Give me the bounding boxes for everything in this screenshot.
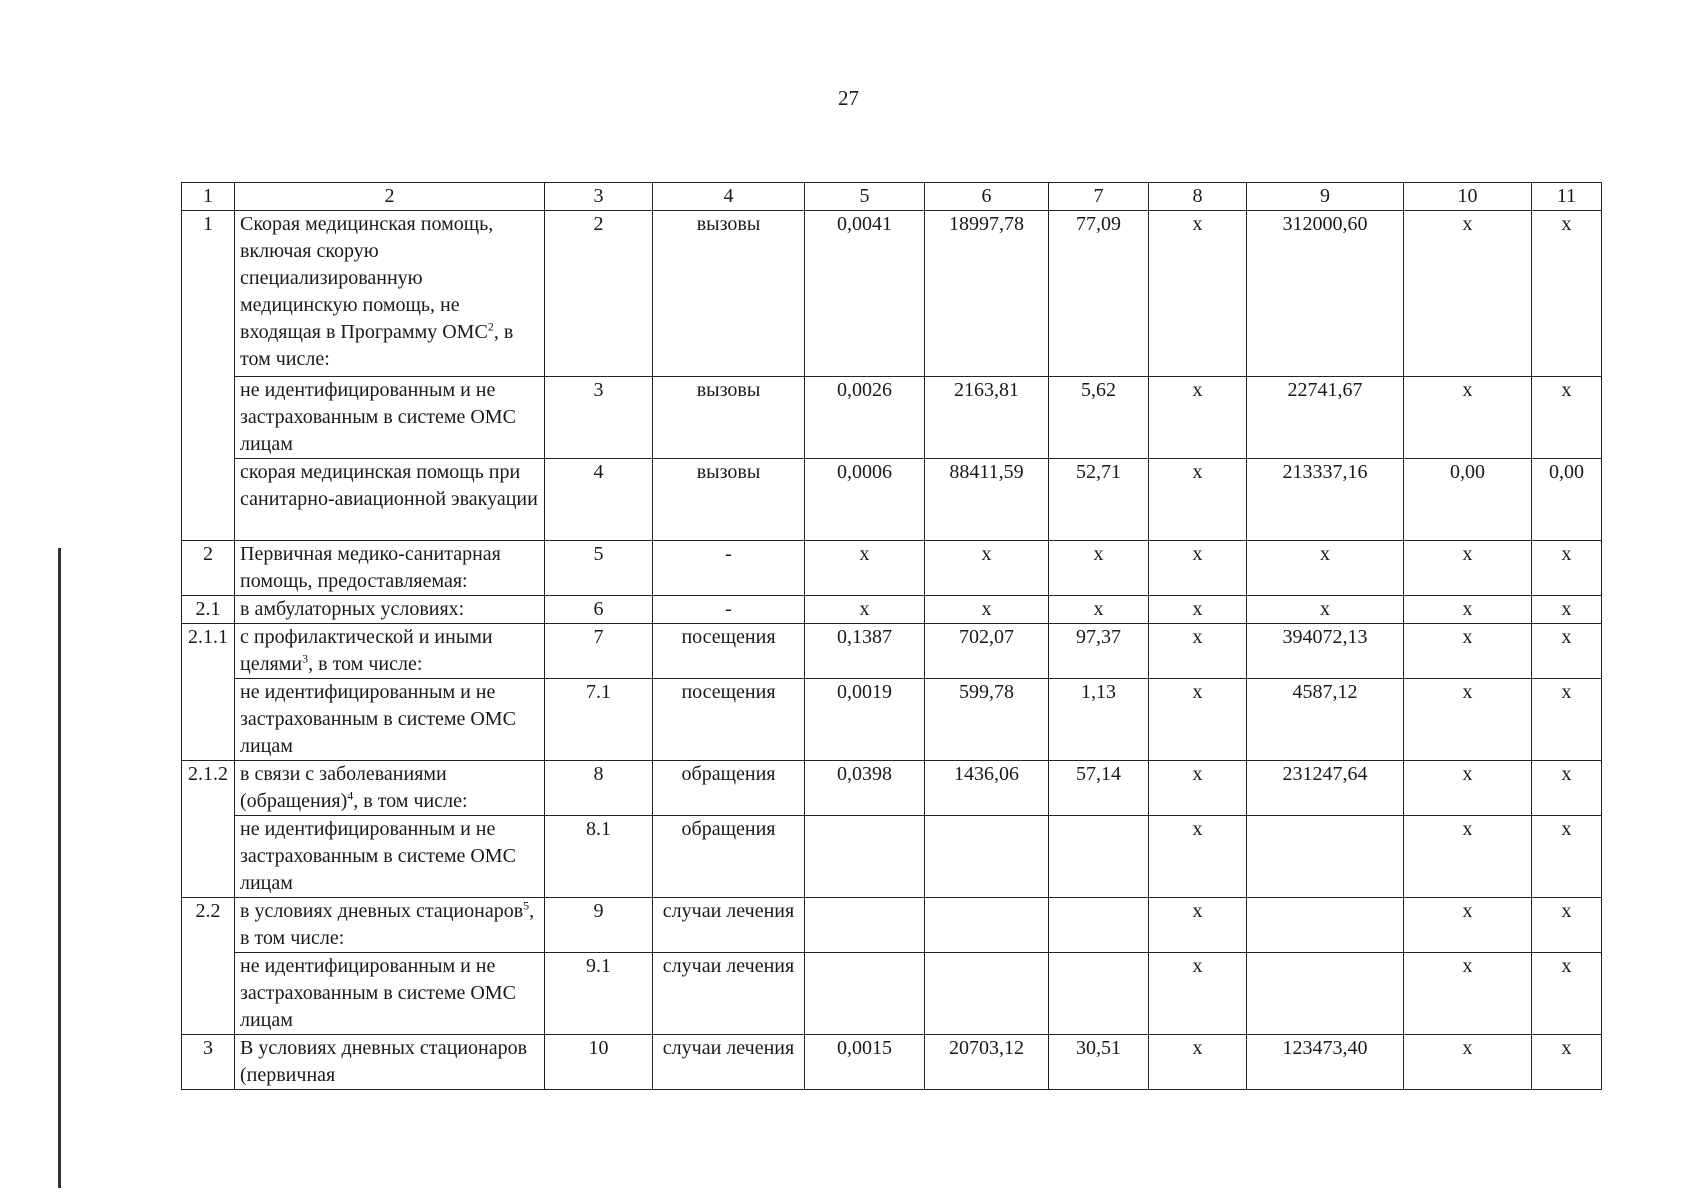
value-cell-c9 [1247, 953, 1404, 1035]
unit-cell: посещения [653, 624, 805, 679]
table-row [182, 624, 1602, 679]
value-cell-c7: х [1049, 596, 1149, 624]
value-cell-c10: х [1404, 898, 1532, 953]
table-row [182, 377, 1602, 459]
unit-cell: вызовы [653, 459, 805, 541]
value-cell-c7: 52,71 [1049, 459, 1149, 541]
value-cell-c7: 1,13 [1049, 679, 1149, 761]
line-number-cell: 3 [545, 377, 653, 459]
indicator-name: Скорая медицинская помощь, включая скорую специализированную медицинскую помощь, не входящая в Программу ОМС [240, 213, 494, 343]
value-cell-c11: х [1532, 377, 1602, 459]
header-cell: 11 [1532, 183, 1602, 211]
value-cell-c10: х [1404, 1035, 1532, 1090]
value-cell-c6 [925, 953, 1049, 1035]
value-cell-c11: х [1532, 953, 1602, 1035]
value-cell-c7 [1049, 816, 1149, 898]
row-number-cell: 3 [182, 1035, 235, 1090]
value-cell-c6: 702,07 [925, 624, 1049, 679]
header-cell: 10 [1404, 183, 1532, 211]
value-cell-c7: 97,37 [1049, 624, 1149, 679]
line-number-cell: 8.1 [545, 816, 653, 898]
value-cell-c6: 1436,06 [925, 761, 1049, 816]
header-cell: 7 [1049, 183, 1149, 211]
value-cell-c9: 123473,40 [1247, 1035, 1404, 1090]
value-cell-c10: х [1404, 377, 1532, 459]
indicator-name: в условиях дневных стационаров [240, 900, 524, 922]
value-cell-c5: х [805, 596, 925, 624]
indicator-name: с профилактической и иными целями [240, 626, 493, 675]
line-number-cell: 8 [545, 761, 653, 816]
value-cell-c10: х [1404, 761, 1532, 816]
unit-cell: случаи лечения [653, 898, 805, 953]
footnote-mark: 3 [302, 651, 309, 666]
line-number-cell: 10 [545, 1035, 653, 1090]
value-cell-c7: 30,51 [1049, 1035, 1149, 1090]
unit-cell: вызовы [653, 377, 805, 459]
footnote-mark: 2 [487, 319, 494, 334]
unit-cell: - [653, 596, 805, 624]
header-cell: 3 [545, 183, 653, 211]
value-cell-c11: х [1532, 898, 1602, 953]
value-cell-c8: х [1149, 679, 1247, 761]
scan-edge-line [58, 548, 61, 1188]
header-cell: 8 [1149, 183, 1247, 211]
unit-cell: случаи лечения [653, 1035, 805, 1090]
value-cell-c6: 18997,78 [925, 211, 1049, 377]
indicator-name-cell [235, 541, 545, 596]
value-cell-c8: х [1149, 953, 1247, 1035]
table-row [182, 1035, 1602, 1090]
value-cell-c8: х [1149, 459, 1247, 541]
indicator-name: не идентифицированным и не застрахованным в системе ОМС лицам [240, 818, 516, 894]
value-cell-c7 [1049, 898, 1149, 953]
indicator-name-cell [235, 953, 545, 1035]
value-cell-c10: х [1404, 624, 1532, 679]
indicator-name: Первичная медико-санитарная помощь, предоставляемая: [240, 543, 501, 592]
value-cell-c5: 0,0041 [805, 211, 925, 377]
indicator-name-cell [235, 898, 545, 953]
line-number-cell: 4 [545, 459, 653, 541]
value-cell-c10: х [1404, 596, 1532, 624]
line-number-cell: 7.1 [545, 679, 653, 761]
value-cell-c6: 599,78 [925, 679, 1049, 761]
line-number-cell: 2 [545, 211, 653, 377]
indicator-name: не идентифицированным и не застрахованным в системе ОМС лицам [240, 681, 516, 757]
value-cell-c5: х [805, 541, 925, 596]
value-cell-c6: 88411,59 [925, 459, 1049, 541]
table-row [182, 459, 1602, 541]
value-cell-c11: х [1532, 596, 1602, 624]
value-cell-c8: х [1149, 541, 1247, 596]
line-number-cell: 5 [545, 541, 653, 596]
value-cell-c5: 0,0015 [805, 1035, 925, 1090]
value-cell-c8: х [1149, 761, 1247, 816]
value-cell-c11: х [1532, 679, 1602, 761]
line-number-cell: 7 [545, 624, 653, 679]
value-cell-c11: х [1532, 816, 1602, 898]
value-cell-c11: х [1532, 761, 1602, 816]
indicator-name-cell [235, 1035, 545, 1090]
value-cell-c8: х [1149, 898, 1247, 953]
row-number-cell: 2.1.2 [182, 761, 235, 898]
row-number-cell: 1 [182, 211, 235, 541]
unit-cell: обращения [653, 761, 805, 816]
value-cell-c6: х [925, 541, 1049, 596]
value-cell-c8: х [1149, 211, 1247, 377]
indicator-name-cell [235, 596, 545, 624]
value-cell-c8: х [1149, 624, 1247, 679]
value-cell-c10: х [1404, 953, 1532, 1035]
indicator-name: не идентифицированным и не застрахованным в системе ОМС лицам [240, 955, 516, 1031]
indicator-name: скорая медицинская помощь при санитарно-авиационной эвакуации [240, 461, 538, 510]
value-cell-c9: 312000,60 [1247, 211, 1404, 377]
indicator-name-tail: , в том числе: [308, 653, 423, 675]
value-cell-c8: х [1149, 1035, 1247, 1090]
indicator-name: не идентифицированным и не застрахованным в системе ОМС лицам [240, 379, 516, 455]
value-cell-c10: х [1404, 679, 1532, 761]
value-cell-c10: 0,00 [1404, 459, 1532, 541]
value-cell-c7: 77,09 [1049, 211, 1149, 377]
line-number-cell: 6 [545, 596, 653, 624]
indicator-name-cell [235, 624, 545, 679]
indicator-name: в амбулаторных условиях: [240, 598, 465, 620]
value-cell-c9: 22741,67 [1247, 377, 1404, 459]
table-row [182, 761, 1602, 816]
row-number-cell: 2.1 [182, 596, 235, 624]
value-cell-c11: х [1532, 624, 1602, 679]
indicator-name: в связи с заболеваниями (обращения) [240, 763, 447, 812]
value-cell-c5: 0,0019 [805, 679, 925, 761]
row-number-cell: 2.1.1 [182, 624, 235, 761]
value-cell-c8: х [1149, 377, 1247, 459]
value-cell-c11: х [1532, 1035, 1602, 1090]
value-cell-c6 [925, 898, 1049, 953]
value-cell-c7: х [1049, 541, 1149, 596]
value-cell-c5: 0,0006 [805, 459, 925, 541]
value-cell-c8: х [1149, 816, 1247, 898]
value-cell-c8: х [1149, 596, 1247, 624]
value-cell-c5 [805, 898, 925, 953]
unit-cell: посещения [653, 679, 805, 761]
header-cell: 4 [653, 183, 805, 211]
table-row [182, 211, 1602, 377]
row-number-cell: 2 [182, 541, 235, 596]
value-cell-c5: 0,1387 [805, 624, 925, 679]
value-cell-c10: х [1404, 211, 1532, 377]
value-cell-c7: 57,14 [1049, 761, 1149, 816]
value-cell-c11: 0,00 [1532, 459, 1602, 541]
value-cell-c9 [1247, 816, 1404, 898]
value-cell-c5: 0,0398 [805, 761, 925, 816]
value-cell-c5 [805, 953, 925, 1035]
data-table [181, 182, 1602, 1090]
indicator-name-cell [235, 679, 545, 761]
table-row [182, 541, 1602, 596]
value-cell-c9: х [1247, 596, 1404, 624]
unit-cell: - [653, 541, 805, 596]
table-row [182, 898, 1602, 953]
header-cell: 1 [182, 183, 235, 211]
indicator-name-cell [235, 761, 545, 816]
indicator-name-cell [235, 377, 545, 459]
header-cell: 2 [235, 183, 545, 211]
table-row [182, 953, 1602, 1035]
indicator-name-cell [235, 459, 545, 541]
indicator-name: В условиях дневных стационаров (первичная [240, 1037, 528, 1086]
value-cell-c9: 4587,12 [1247, 679, 1404, 761]
indicator-name-tail: , в том числе: [353, 790, 468, 812]
indicator-name-tail: , в том числе: [240, 321, 514, 370]
header-cell: 9 [1247, 183, 1404, 211]
value-cell-c6: 20703,12 [925, 1035, 1049, 1090]
table-row [182, 679, 1602, 761]
value-cell-c10: х [1404, 816, 1532, 898]
value-cell-c7: 5,62 [1049, 377, 1149, 459]
unit-cell: вызовы [653, 211, 805, 377]
unit-cell: случаи лечения [653, 953, 805, 1035]
value-cell-c9: х [1247, 541, 1404, 596]
value-cell-c9 [1247, 898, 1404, 953]
table-row [182, 816, 1602, 898]
line-number-cell: 9.1 [545, 953, 653, 1035]
value-cell-c10: х [1404, 541, 1532, 596]
row-number-cell: 2.2 [182, 898, 235, 1035]
header-cell: 5 [805, 183, 925, 211]
table-row [182, 596, 1602, 624]
value-cell-c6 [925, 816, 1049, 898]
header-row [182, 183, 1602, 211]
header-cell: 6 [925, 183, 1049, 211]
unit-cell: обращения [653, 816, 805, 898]
value-cell-c7 [1049, 953, 1149, 1035]
footnote-mark: 4 [347, 788, 354, 803]
value-cell-c11: х [1532, 541, 1602, 596]
value-cell-c6: х [925, 596, 1049, 624]
value-cell-c6: 2163,81 [925, 377, 1049, 459]
value-cell-c9: 231247,64 [1247, 761, 1404, 816]
indicator-name-cell [235, 816, 545, 898]
value-cell-c9: 394072,13 [1247, 624, 1404, 679]
value-cell-c9: 213337,16 [1247, 459, 1404, 541]
page-number: 27 [838, 86, 859, 110]
value-cell-c5 [805, 816, 925, 898]
line-number-cell: 9 [545, 898, 653, 953]
indicator-name-cell [235, 211, 545, 377]
footnote-mark: 5 [523, 898, 530, 913]
value-cell-c5: 0,0026 [805, 377, 925, 459]
value-cell-c11: х [1532, 211, 1602, 377]
indicator-name-tail: , в том числе: [240, 900, 535, 949]
